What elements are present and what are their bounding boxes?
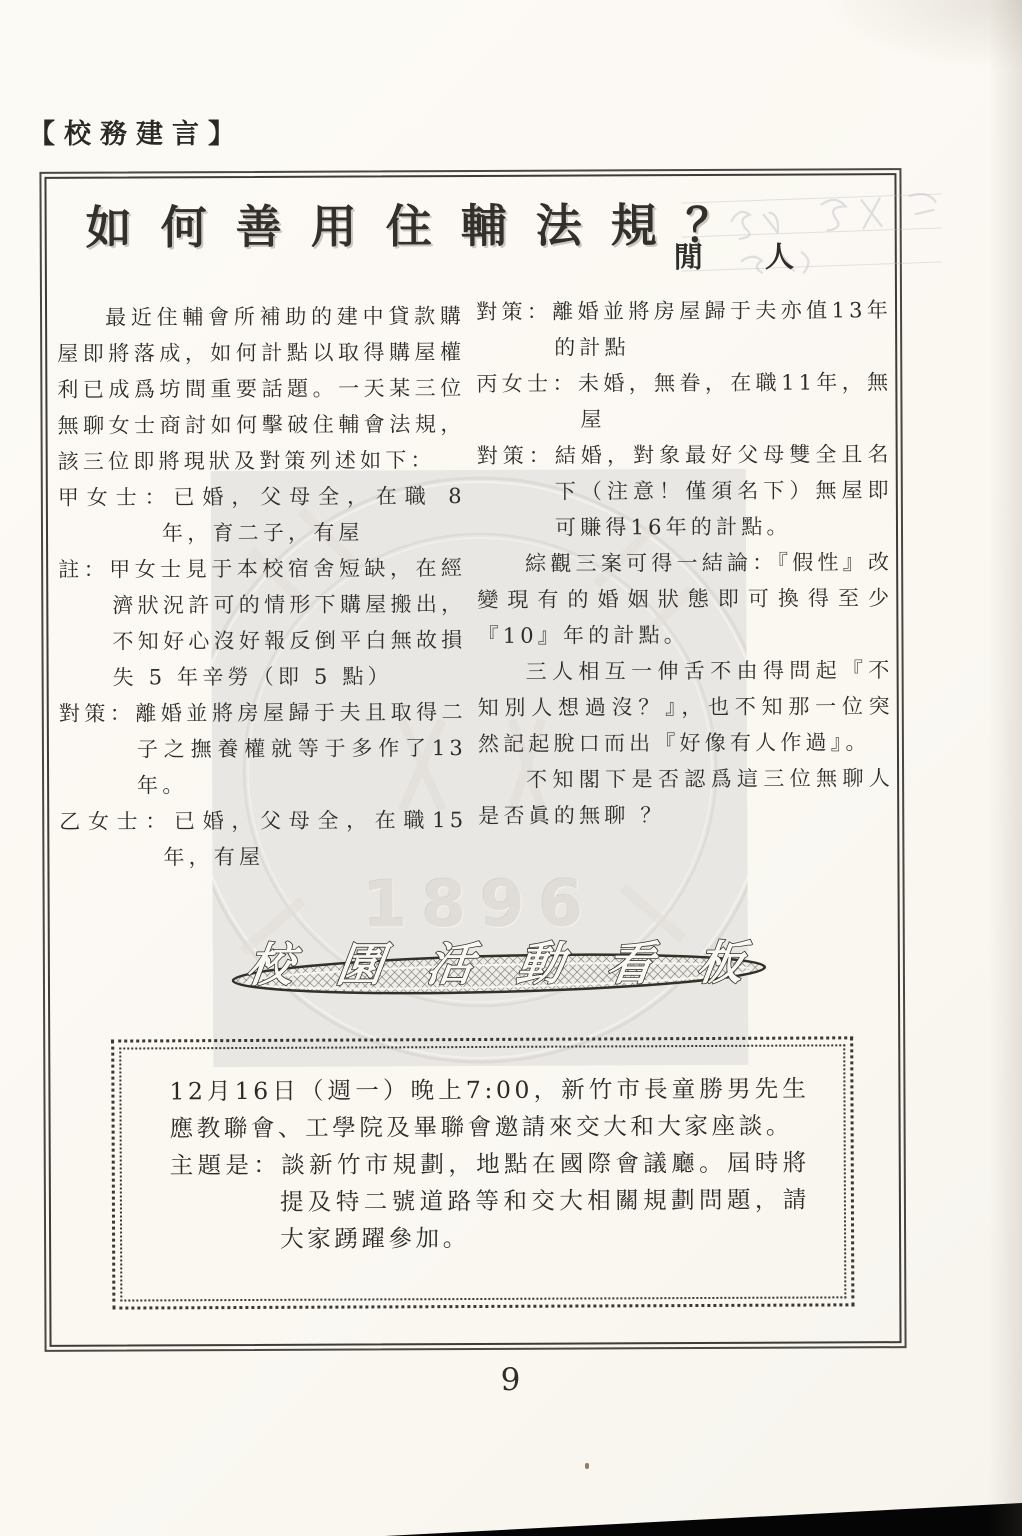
case-c-text: 未婚，無眷，在職11年，無屋 (577, 370, 893, 432)
case-c (476, 364, 892, 438)
case-b (59, 802, 467, 876)
case-b-text: 已婚，父母全，在職15年，有屋 (163, 808, 468, 870)
case-c-label: 丙女士： (476, 371, 578, 396)
scan-edge-black-bar (0, 1496, 1022, 1536)
banner-title: 校 園 活 動 看 板 (243, 935, 761, 992)
case-a-text: 已婚，父母全，在職 8 年，育二子，有屋 (161, 484, 466, 546)
closing-question: 不知閣下是否認爲這三位無聊人是否眞的無聊 ？ (478, 766, 895, 828)
note-text: 甲女士見于本校宿舍短缺，在經濟狀況許可的情形下購屋搬出，不知好心沒好報反倒平白無故損失 5 年辛勞（即 5 點） (109, 556, 467, 690)
case-c-strategy (477, 436, 893, 546)
announcement-topic (170, 1145, 810, 1259)
case-a-note (58, 550, 467, 696)
case-a (58, 478, 466, 552)
case-a-strategy (59, 694, 467, 804)
section-label: 【校務建言】 (28, 119, 244, 150)
conclusion-paragraph: 綜觀三案可得一結論：『假性』改變現有的婚姻狀態即可換得至少『10』年的計點。 (477, 550, 894, 648)
case-a-label: 甲女士： (57, 485, 174, 510)
case-b-strategy (476, 292, 892, 366)
note-label: 註： (58, 557, 110, 582)
campus-events-banner (225, 909, 773, 1015)
article-author: 閒 人 (673, 239, 820, 275)
strategy-label: 對策： (475, 299, 553, 324)
announcement-box-inner-border (119, 1044, 846, 1301)
strategy-label: 對策： (476, 443, 555, 468)
topic-label: 主題是： (169, 1150, 282, 1180)
corner-shadow (822, 0, 1022, 70)
strategy-text: 結婚，對象最好父母雙全且名下（注意！僅須名下）無屋即可賺得16年的計點。 (554, 442, 893, 540)
scan-speck (585, 1463, 589, 1469)
article-frame (39, 168, 906, 1352)
reaction-paragraph: 三人相互一伸舌不由得問起『不知別人想過沒？』，也不知那一位突然記起脫口而出『好像有人作過』。 (477, 658, 894, 756)
announcement-text (169, 1071, 810, 1259)
article-left-column (57, 298, 468, 876)
strategy-text: 離婚並將房屋歸于夫亦值13年的計點 (552, 298, 893, 360)
page-number: 9 (500, 1362, 522, 1398)
page-edge-shadow (988, 0, 1022, 1536)
announcement-line1: 12月16日（週一）晚上7:00，新竹市長童勝男先生應教聯會、工學院及畢聯會邀請來交大和大家座談。 (169, 1074, 810, 1143)
topic-text: 談新竹市規劃，地點在國際會議廳。屆時將提及特二號道路等和交大相關規劃問題，請大家踴躍參加。 (279, 1148, 810, 1253)
strategy-label: 對策： (58, 701, 136, 726)
article-title: 如何善用住輔法規？ (85, 197, 761, 255)
strategy-text: 離婚並將房屋歸于夫且取得二子之撫養權就等于多作了13年。 (135, 700, 468, 798)
case-b-label: 乙女士： (59, 809, 175, 834)
announcement-box (111, 1036, 854, 1309)
intro-paragraph: 最近住輔會所補助的建中貸款購屋即將落成，如何計點以取得購屋權利已成爲坊間重要話題。一天某三位無聊女士商討如何擊破住輔會法規，該三位即將現狀及對策列述如下： (57, 304, 466, 474)
seal-year: 1896 (362, 867, 598, 943)
article-right-column (476, 292, 894, 834)
